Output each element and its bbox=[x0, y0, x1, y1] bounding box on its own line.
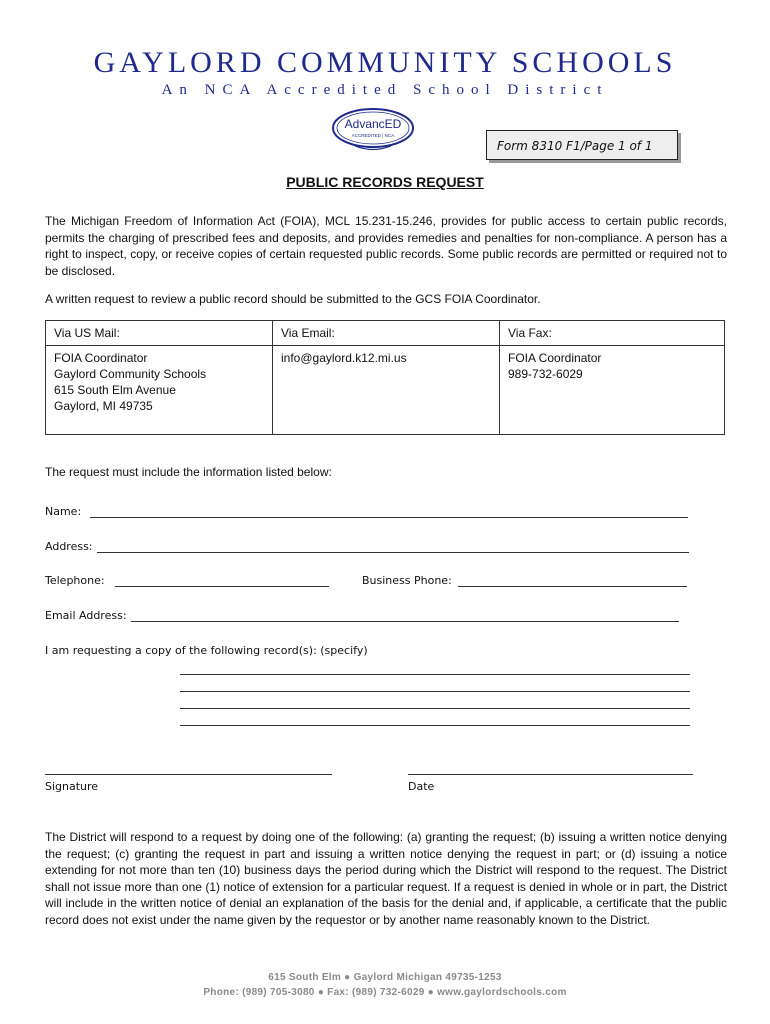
mail-address-cell bbox=[46, 346, 273, 435]
name-field[interactable] bbox=[90, 517, 688, 518]
email-address-link[interactable]: info@gaylord.k12.mi.us bbox=[281, 351, 407, 365]
contact-table-body-row bbox=[46, 346, 725, 435]
telephone-field[interactable] bbox=[115, 586, 329, 587]
advanced-logo bbox=[329, 106, 417, 154]
footer-contact: Phone: (989) 705-3080 ● Fax: (989) 732-6029 ● www.gaylordschools.com bbox=[203, 987, 567, 998]
address-label: Address: bbox=[45, 540, 93, 553]
address-field[interactable] bbox=[97, 552, 689, 553]
school-subtitle: An NCA Accredited School District bbox=[161, 82, 609, 98]
mail-line: FOIA Coordinator bbox=[54, 351, 148, 365]
mail-line: Gaylord, MI 49735 bbox=[54, 399, 153, 413]
email-field[interactable] bbox=[131, 621, 679, 622]
records-line-4[interactable] bbox=[180, 725, 690, 726]
intro-paragraph: The Michigan Freedom of Information Act (FOIA), MCL 15.231-15.246, provides for public access to certain public records, permits the charging of prescribed fees and deposits, and provides remedies and penalties for non-compliance. A person has a right to inspect, copy, or receive copies of certain requested public records. Some public records are permitted or required not to be disclosed. bbox=[45, 214, 727, 278]
request-intro: The request must include the information listed below: bbox=[45, 465, 332, 479]
logo-subtext: ACCREDITED | NCA bbox=[351, 133, 395, 138]
contact-table bbox=[45, 320, 725, 435]
response-paragraph: The District will respond to a request by doing one of the following: (a) granting the request; (b) issuing a written notice denying the request; (c) granting the request in part and issuing a written notice denying the request in part; or (d) issuing a notice extending for not more than ten (10) business days the period during which the District will respond to the request. The District shall not issue more than one (1) notice of extension for a particular request. If a request is denied in whole or in part, the District will include in the written notice of denial an explanation of the basis for the denial and, if applicable, a certificate that the public record does not exist under the name given by the requestor or by another name reasonably known to the District. bbox=[45, 830, 727, 927]
business-phone-label: Business Phone: bbox=[362, 574, 452, 587]
signature-label: Signature bbox=[45, 780, 99, 793]
contact-table-header-row bbox=[46, 321, 725, 346]
telephone-label: Telephone: bbox=[45, 574, 105, 587]
records-line-1[interactable] bbox=[180, 674, 690, 675]
logo-text: AdvancED bbox=[344, 117, 402, 131]
header-via-email: Via Email: bbox=[273, 321, 500, 346]
fax-line: FOIA Coordinator bbox=[508, 351, 602, 365]
submit-paragraph: A written request to review a public record should be submitted to the GCS FOIA Coordinator. bbox=[45, 292, 541, 306]
date-label: Date bbox=[408, 780, 435, 793]
signature-field[interactable] bbox=[45, 774, 332, 775]
footer-address: 615 South Elm ● Gaylord Michigan 49735-1253 bbox=[268, 972, 502, 983]
business-phone-field[interactable] bbox=[458, 586, 687, 587]
header-via-fax: Via Fax: bbox=[500, 321, 725, 346]
fax-cell bbox=[500, 346, 725, 435]
records-line-3[interactable] bbox=[180, 708, 690, 709]
header-via-mail: Via US Mail: bbox=[46, 321, 273, 346]
records-label: I am requesting a copy of the following record(s): (specify) bbox=[45, 644, 368, 657]
date-field[interactable] bbox=[408, 774, 693, 775]
fax-number: 989-732-6029 bbox=[508, 367, 583, 381]
email-label: Email Address: bbox=[45, 609, 127, 622]
mail-line: 615 South Elm Avenue bbox=[54, 383, 176, 397]
school-name-title: GAYLORD COMMUNITY SCHOOLS bbox=[93, 46, 677, 79]
mail-line: Gaylord Community Schools bbox=[54, 367, 207, 381]
email-cell bbox=[273, 346, 500, 435]
form-id-box: Form 8310 F1/Page 1 of 1 bbox=[486, 130, 678, 160]
records-line-2[interactable] bbox=[180, 691, 690, 692]
name-label: Name: bbox=[45, 505, 82, 518]
page-heading: PUBLIC RECORDS REQUEST bbox=[286, 174, 484, 190]
